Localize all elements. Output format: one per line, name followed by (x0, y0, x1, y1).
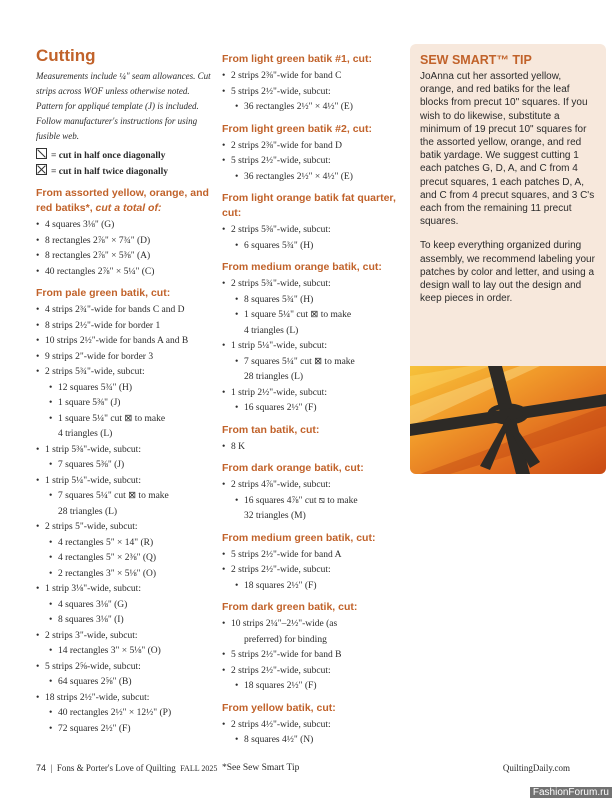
cut-list (222, 617, 402, 695)
cut-list (222, 223, 402, 254)
section-heading: From light green batik #2, cut: (222, 122, 372, 135)
cut-list-item: • 10 strips 2¼"–2½"-wide (as (222, 617, 402, 633)
cut-list-item: • 1 square 5¼" cut ⊠ to make (36, 412, 216, 428)
cut-list (222, 548, 402, 595)
cut-once-icon (36, 148, 47, 159)
fabric-bundle-photo (410, 366, 606, 474)
cut-list-item: • 2 strips 2⅜"-wide for band C (222, 69, 402, 85)
cut-list (222, 718, 402, 749)
cut-twice-icon (36, 164, 47, 175)
cut-list-item: • 2 strips 3"-wide, subcut: (36, 629, 216, 645)
cut-list-item: • 6 squares 5¾" (H) (222, 239, 402, 255)
col2-sections (222, 52, 402, 749)
cut-list-item: preferred) for binding (244, 634, 327, 645)
cut-list-item: • 4 squares 3⅛" (G) (36, 218, 216, 234)
cut-list-item: • 36 rectangles 2½" × 4½" (E) (222, 100, 402, 116)
cut-list-item: • 2 strips 5"-wide, subcut: (36, 520, 216, 536)
section-heading: From light orange batik fat quarter, cut: (222, 192, 396, 219)
cut-list-item: • 7 squares 5¼" cut ⊠ to make (36, 489, 216, 505)
tip-title: SEW SMART™ TIP (420, 53, 532, 67)
cut-list-item: • 2 strips 2½"-wide, subcut: (222, 563, 402, 579)
footer-left: 74 | Fons & Porter's Love of Quilting FALL 2025 (36, 763, 218, 773)
cutting-column-left (36, 46, 216, 737)
cut-list (222, 478, 402, 525)
cut-list-item: • 16 squares 2½" (F) (222, 401, 402, 417)
cut-list (36, 218, 216, 280)
legend-twice: = cut in half twice diagonally (36, 164, 216, 180)
cut-list (36, 303, 216, 737)
cut-list-item: • 5 strips 2½"-wide for band B (222, 648, 402, 664)
cut-list-item: • 8 rectangles 2⅞" × 7¾" (D) (36, 234, 216, 250)
cut-list-item: • 8 squares 4½" (N) (222, 733, 402, 749)
issue-label: FALL 2025 (180, 764, 218, 773)
cut-list-item: • 7 squares 5¼" cut ⊠ to make (222, 355, 402, 371)
sew-smart-tip-box (410, 44, 606, 474)
page-number: 74 (36, 763, 47, 773)
cut-list-item: • 16 squares 4⅞" cut ⧅ to make (222, 494, 402, 510)
cut-list-item: • 18 strips 2½"-wide, subcut: (36, 691, 216, 707)
cut-list-item: • 10 strips 2½"-wide for bands A and B (36, 334, 216, 350)
publication-name: Fons & Porter's Love of Quilting (56, 763, 176, 773)
cut-list-item: 28 triangles (L) (58, 506, 118, 517)
section-title: Cutting (36, 46, 96, 65)
cut-list-item: • 18 squares 2½" (F) (222, 579, 402, 595)
section-heading: From medium green batik, cut: (222, 531, 376, 544)
cut-list-item: • 1 square 5¼" cut ⊠ to make (222, 308, 402, 324)
cut-list-item: • 1 strip 2½"-wide, subcut: (222, 386, 402, 402)
cut-list-item: • 2 strips 5⅜"-wide, subcut: (222, 223, 402, 239)
section-heading: From dark orange batik, cut: (222, 462, 364, 474)
cutting-column-middle (222, 46, 402, 773)
cut-list-item: • 2 rectangles 3" × 5⅛" (O) (36, 567, 216, 583)
page-footer (36, 763, 570, 773)
cut-list-item: • 1 strip 3⅛"-wide, subcut: (36, 582, 216, 598)
cut-list-item: • 2 strips 2½"-wide, subcut: (222, 664, 402, 680)
footnote: *See Sew Smart Tip (222, 762, 300, 773)
section-heading: From light green batik #1, cut: (222, 53, 372, 65)
cut-list-item: • 2 strips 4½"-wide, subcut: (222, 718, 402, 734)
cut-list-item: • 5 strips 2½"-wide, subcut: (222, 85, 402, 101)
section-heading: From pale green batik, cut: (36, 287, 171, 299)
cut-list-item: • 40 rectangles 2½" × 12½" (P) (36, 706, 216, 722)
cut-list-item: • 40 rectangles 2⅞" × 5¼" (C) (36, 265, 216, 281)
cut-list (222, 277, 402, 417)
cut-list-item: • 1 square 5⅜" (J) (36, 396, 216, 412)
cut-list-item: • 8 strips 2½"-wide for border 1 (36, 319, 216, 335)
cut-list (222, 440, 402, 456)
cut-list-item: • 7 squares 5⅜" (J) (36, 458, 216, 474)
section-heading: From tan batik, cut: (222, 423, 320, 436)
cut-list-item: • 4 strips 2¾"-wide for bands C and D (36, 303, 216, 319)
section-heading: From assorted yellow, orange, and red batiks*, cut a total of: (36, 187, 209, 214)
cut-list-item: • 8 rectangles 2⅞" × 5⅜" (A) (36, 249, 216, 265)
cut-list-item: • 4 squares 3⅛" (G) (36, 598, 216, 614)
site-link[interactable]: QuiltingDaily.com (502, 763, 570, 773)
tip-paragraph-1: JoAnna cut her assorted yellow, orange, and red batiks for the leaf blocks from precut 10" squares. If you wish to do likewise, substitute a minimum of 19 precut 10" squares for the assorted yellow, orange, and red batik yardage. We suggest cutting 1 each patches G, D, A, and C from 4 precut squares, 1 each patches D, A, and C from 4 precut squares, and 3 C's each from the remaining 11 precut squares. (420, 71, 595, 228)
cut-list-item: • 2 strips 4⅞"-wide, subcut: (222, 478, 402, 494)
cut-list-item: 32 triangles (M) (244, 511, 306, 521)
cut-list-item: • 14 rectangles 3" × 5⅛" (O) (36, 644, 216, 660)
cut-list-item: • 72 squares 2½" (F) (36, 722, 216, 738)
cut-list-item: • 36 rectangles 2½" × 4½" (E) (222, 170, 402, 186)
tip-text (420, 70, 596, 305)
section-heading: From yellow batik, cut: (222, 701, 336, 714)
cut-list-item: • 12 squares 5¾" (H) (36, 381, 216, 397)
cut-list-item: • 8 K (222, 440, 402, 456)
cut-list-item: • 2 strips 5¾"-wide, subcut: (222, 277, 402, 293)
cut-list-item: • 9 strips 2"-wide for border 3 (36, 350, 216, 366)
tip-paragraph-2: To keep everything organized during assembly, we recommend labeling your patches by color and letter, and using a design wall to lay out the design and keep pieces in order. (420, 240, 595, 305)
col1-sections (36, 186, 216, 737)
cut-list-item: • 8 squares 3⅛" (I) (36, 613, 216, 629)
cut-list-item: • 2 strips 5¾"-wide, subcut: (36, 365, 216, 381)
legend-once: = cut in half once diagonally (36, 148, 216, 164)
watermark: FashionForum.ru (530, 787, 612, 798)
cut-list-item: • 1 strip 5⅜"-wide, subcut: (36, 443, 216, 459)
cut-list (222, 69, 402, 116)
cut-list-item: • 64 squares 2⅝" (B) (36, 675, 216, 691)
section-heading: From dark green batik, cut: (222, 601, 358, 613)
cut-list-item: • 5 strips 2⅝-wide, subcut: (36, 660, 216, 676)
cut-list-item: • 5 strips 2½"-wide for band A (222, 548, 402, 564)
cut-list-item: • 1 strip 5¼"-wide, subcut: (36, 474, 216, 490)
cut-list-item: • 5 strips 2½"-wide, subcut: (222, 154, 402, 170)
cut-list-item: • 1 strip 5¼"-wide, subcut: (222, 339, 402, 355)
cut-list-item: 4 triangles (L) (244, 325, 299, 336)
cut-list-item: • 8 squares 5¾" (H) (222, 293, 402, 309)
section-heading: From medium orange batik, cut: (222, 261, 382, 273)
cut-list-item: • 18 squares 2½" (F) (222, 679, 402, 695)
cut-list-item: 4 triangles (L) (58, 429, 113, 439)
intro-text: Measurements include ¼" seam allowances. Cut strips across WOF unless otherwise noted. Pattern for appliqué template (J) is included. Follow manufacturer's instructions for using fusible web. (36, 71, 211, 141)
cut-list-item: • 2 strips 2⅜"-wide for band D (222, 139, 402, 155)
cut-list-item: • 4 rectangles 5" × 14" (R) (36, 536, 216, 552)
cut-list-item: 28 triangles (L) (244, 372, 304, 382)
cut-list-item: • 4 rectangles 5" × 2⅜" (Q) (36, 551, 216, 567)
cut-list (222, 139, 402, 186)
